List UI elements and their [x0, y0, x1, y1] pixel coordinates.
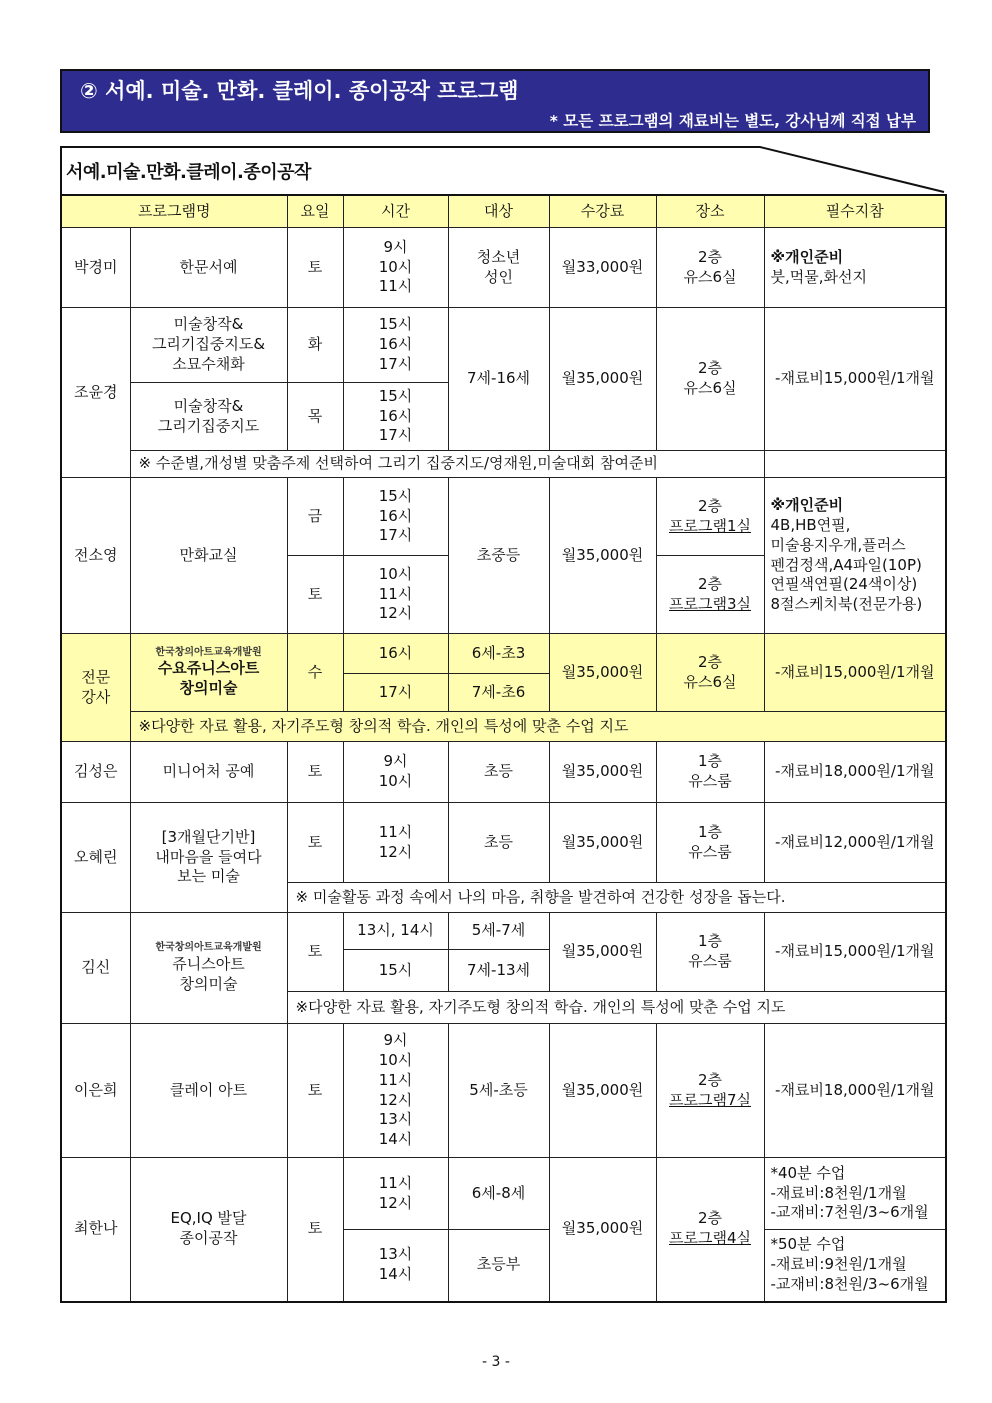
table-row — [61, 742, 946, 803]
program-name: 만화교실 — [130, 478, 287, 634]
place: 1층 유스룸 — [656, 913, 764, 992]
program-name: 미술창작& 그리기집중지도 — [130, 383, 287, 451]
fee: 월35,000원 — [549, 913, 656, 992]
time: 15시 16시 17시 — [343, 478, 448, 556]
supplies: -재료비15,000원/1개월 — [764, 308, 946, 451]
supplies — [764, 228, 946, 308]
time: 13시 14시 — [343, 1230, 448, 1302]
remark-row — [61, 712, 946, 742]
supplies: -재료비18,000원/1개월 — [764, 742, 946, 803]
day: 토 — [287, 556, 343, 634]
target: 초등부 — [448, 1230, 549, 1302]
banner-title: ② 서예. 미술. 만화. 클레이. 종이공작 프로그램 — [80, 79, 519, 103]
place-floor: 2층 — [697, 1209, 723, 1228]
program-name: 미니어처 공예 — [130, 742, 287, 803]
supplies-body: 4B,HB연필, 미술용지우개,플러스 펜검정색,A4파일(10P) 연필색연필(24색이상) 8절스케치북(전문가용) — [770, 515, 923, 614]
header-program: 프로그램명 — [61, 195, 287, 228]
time: 15시 16시 17시 — [343, 308, 448, 383]
table-tab-header — [60, 146, 945, 194]
time: 15시 16시 17시 — [343, 383, 448, 451]
program-table — [60, 194, 947, 1303]
place-floor: 2층 — [697, 496, 723, 515]
time: 10시 11시 12시 — [343, 556, 448, 634]
place — [656, 1024, 764, 1158]
remark-row — [61, 451, 946, 478]
place: 2층 유스6실 — [656, 634, 764, 712]
table-row — [61, 228, 946, 308]
teacher-name: 김성은 — [61, 742, 130, 803]
target: 5세-초등 — [448, 1024, 549, 1158]
time: 15시 — [343, 950, 448, 992]
header-place: 장소 — [656, 195, 764, 228]
remark: ※ 미술활동 과정 속에서 나의 마음, 취향을 발견하여 건강한 성장을 돕는다. — [287, 883, 946, 913]
target: 6세-초3 — [448, 634, 549, 674]
teacher-name: 이은희 — [61, 1024, 130, 1158]
place-floor: 2층 — [697, 574, 723, 593]
program-name: 미술창작& 그리기집중지도& 소묘수채화 — [130, 308, 287, 383]
target: 7세-16세 — [448, 308, 549, 451]
program-name: EQ,IQ 발달 종이공작 — [130, 1158, 287, 1302]
fee: 월33,000원 — [549, 228, 656, 308]
program-name: [3개월단기반] 내마음을 들여다 보는 미술 — [130, 803, 287, 913]
time: 11시 12시 — [343, 803, 448, 883]
teacher-name: 전문 강사 — [61, 634, 130, 742]
target: 초등 — [448, 803, 549, 883]
teacher-name: 김신 — [61, 913, 130, 1024]
teacher-name: 오혜린 — [61, 803, 130, 913]
fee: 월35,000원 — [549, 742, 656, 803]
fee: 월35,000원 — [549, 478, 656, 634]
table-row — [61, 1158, 946, 1230]
target: 청소년 성인 — [448, 228, 549, 308]
teacher-name: 전소영 — [61, 478, 130, 634]
time: 9시 10시 — [343, 742, 448, 803]
program-name: 한문서예 — [130, 228, 287, 308]
place: 2층 유스6실 — [656, 228, 764, 308]
program-title: 수요쥬니스아트 창의미술 — [157, 659, 260, 698]
teacher-name: 박경미 — [61, 228, 130, 308]
time: 9시 10시 11시 — [343, 228, 448, 308]
supplies: -재료비15,000원/1개월 — [764, 913, 946, 992]
target: 초중등 — [448, 478, 549, 634]
target: 5세-7세 — [448, 913, 549, 950]
supplies: -재료비18,000원/1개월 — [764, 1024, 946, 1158]
program-table-section — [60, 146, 945, 1303]
supplies: *50분 수업 -재료비:9천원/1개월 -교재비:8천원/3~6개월 — [764, 1230, 946, 1302]
day: 토 — [287, 913, 343, 992]
target: 6세-8세 — [448, 1158, 549, 1230]
table-row — [61, 478, 946, 556]
day: 화 — [287, 308, 343, 383]
fee: 월35,000원 — [549, 803, 656, 883]
fee: 월35,000원 — [549, 308, 656, 451]
org-logo-text: 한국창의아트교육개발원 — [155, 646, 262, 658]
remark: ※다양한 자료 활용, 자기주도형 창의적 학습. 개인의 특성에 맞춘 수업 지도 — [130, 712, 946, 742]
supplies: -재료비15,000원/1개월 — [764, 634, 946, 712]
place — [656, 556, 764, 634]
section-title: 서예.미술.만화.클레이.종이공작 — [66, 162, 311, 183]
banner-notice: * 모든 프로그램의 재료비는 별도, 강사님께 직접 납부 — [549, 112, 916, 130]
place: 1층 유스룸 — [656, 742, 764, 803]
time: 11시 12시 — [343, 1158, 448, 1230]
place — [656, 478, 764, 556]
header-fee: 수강료 — [549, 195, 656, 228]
supplies: *40분 수업 -재료비:8천원/1개월 -교재비:7천원/3~6개월 — [764, 1158, 946, 1230]
target: 7세-13세 — [448, 950, 549, 992]
page-number: - 3 - — [482, 1354, 510, 1370]
place-room: 프로그램7실 — [669, 1090, 752, 1109]
day: 토 — [287, 803, 343, 883]
fee: 월35,000원 — [549, 634, 656, 712]
place-room: 프로그램4실 — [669, 1229, 752, 1248]
place-room: 프로그램1실 — [669, 516, 752, 535]
program-name — [130, 634, 287, 712]
day: 금 — [287, 478, 343, 556]
teacher-name: 조윤경 — [61, 308, 130, 478]
table-row — [61, 634, 946, 674]
day: 수 — [287, 634, 343, 712]
supplies: -재료비12,000원/1개월 — [764, 803, 946, 883]
supplies-body: 붓,먹물,화선지 — [770, 267, 867, 286]
place: 1층 유스룸 — [656, 803, 764, 883]
header-supplies: 필수지참 — [764, 195, 946, 228]
program-name: 클레이 아트 — [130, 1024, 287, 1158]
place: 2층 유스6실 — [656, 308, 764, 451]
table-row — [61, 913, 946, 950]
supplies-title: ※개인준비 — [770, 247, 844, 266]
header-day: 요일 — [287, 195, 343, 228]
fee: 월35,000원 — [549, 1024, 656, 1158]
place — [656, 1158, 764, 1302]
header-target: 대상 — [448, 195, 549, 228]
time: 13시, 14시 — [343, 913, 448, 950]
header-row — [61, 195, 946, 228]
target: 초등 — [448, 742, 549, 803]
day: 토 — [287, 1024, 343, 1158]
place-floor: 2층 — [697, 1070, 723, 1089]
fee: 월35,000원 — [549, 1158, 656, 1302]
day: 토 — [287, 228, 343, 308]
program-name — [130, 913, 287, 1024]
supplies-title: ※개인준비 — [770, 495, 844, 514]
table-row — [61, 1024, 946, 1158]
day: 토 — [287, 742, 343, 803]
table-row — [61, 803, 946, 883]
remark: ※다양한 자료 활용, 자기주도형 창의적 학습. 개인의 특성에 맞춘 수업 지도 — [287, 992, 946, 1024]
time: 17시 — [343, 674, 448, 712]
org-logo-text: 한국창의아트교육개발원 — [155, 942, 262, 954]
program-title: 쥬니스아트 창의미술 — [172, 954, 245, 993]
day: 목 — [287, 383, 343, 451]
table-row — [61, 308, 946, 383]
teacher-name: 최한나 — [61, 1158, 130, 1302]
supplies — [764, 478, 946, 634]
day: 토 — [287, 1158, 343, 1302]
remark: ※ 수준별,개성별 맞춤주제 선택하여 그리기 집중지도/영재원,미술대회 참여준비 — [130, 451, 764, 478]
place-room: 프로그램3실 — [669, 594, 752, 613]
section-banner — [60, 69, 930, 133]
time: 16시 — [343, 634, 448, 674]
header-time: 시간 — [343, 195, 448, 228]
target: 7세-초6 — [448, 674, 549, 712]
time: 9시 10시 11시 12시 13시 14시 — [343, 1024, 448, 1158]
